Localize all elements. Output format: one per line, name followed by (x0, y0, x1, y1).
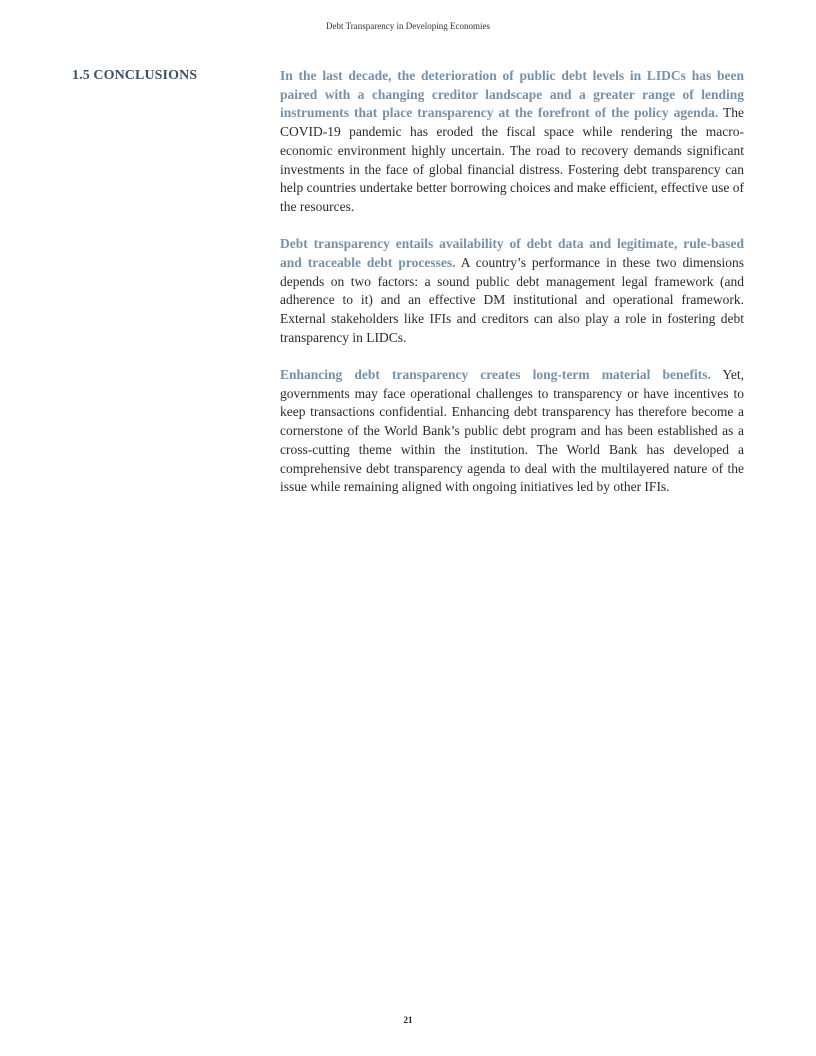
paragraph-1 (280, 67, 744, 217)
body-text-column (280, 67, 744, 516)
section-heading: 1.5 CONCLUSIONS (72, 68, 198, 83)
paragraph-2-lead: Debt transparency entails availability of debt data and legitimate, rule-based and traceable debt processes. (280, 236, 744, 270)
page-number: 21 (403, 1015, 413, 1025)
paragraph-3 (280, 366, 744, 497)
paragraph-2 (280, 235, 744, 347)
paragraph-1-body: The COVID-19 pandemic has eroded the fiscal space while rendering the macro-economic environment highly uncertain. The road to recovery demands significant investments in the face of global financial distress. Fostering debt transparency can help countries undertake better borrowing choices and make efficient, effective use of the resources. (280, 105, 744, 214)
running-header: Debt Transparency in Developing Economies (326, 21, 490, 31)
paragraph-3-body: Yet, governments may face operational challenges to transparency or have incentives to keep transactions confidential. Enhancing debt transparency has therefore become a cornerstone of the World Bank’s public debt program and has been established as a cross-cutting theme within the institution. The World Bank has developed a comprehensive debt transparency agenda to deal with the multilayered nature of the issue while remaining aligned with ongoing initiatives led by other IFIs. (280, 367, 744, 495)
paragraph-3-lead: Enhancing debt transparency creates long-term material benefits. (280, 367, 711, 383)
paragraph-2-body: A country’s performance in these two dimensions depends on two factors: a sound public debt management legal framework (and adherence to it) and an effective DM institutional and operational framework. External stakeholders like IFIs and creditors can also play a role in fostering debt transparency in LIDCs. (280, 254, 744, 345)
paragraph-1-lead: In the last decade, the deterioration of public debt levels in LIDCs has been paired with a changing creditor landscape and a greater range of lending instruments that place transparency at the forefront of the policy agenda. (280, 68, 744, 121)
